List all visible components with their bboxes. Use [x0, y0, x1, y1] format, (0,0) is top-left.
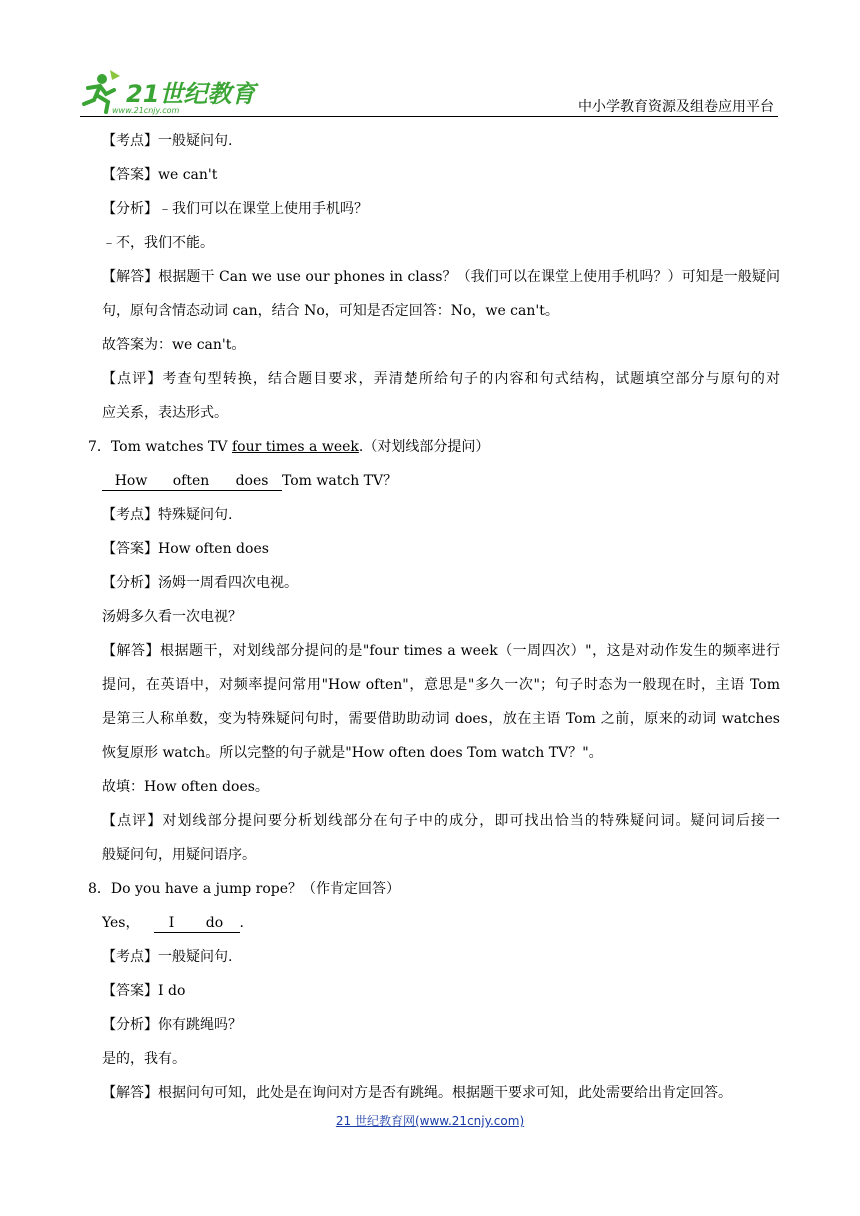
header-divider: [80, 116, 778, 117]
q8-yes: Yes，: [102, 915, 140, 931]
q8-blank-2: do: [190, 914, 240, 933]
q6-final-answer: 故答案为：we can't。: [102, 337, 246, 353]
q7-solution-2: 提问，在英语中，对频率提问常用"How often"，意思是"多久一次"；句子时态为一般现在时，主语 Tom: [102, 677, 780, 693]
q8-answer: 【答案】I do: [102, 983, 186, 999]
page-header: [80, 66, 778, 118]
q7-stem-underlined: four times a week: [231, 439, 359, 455]
q8-stem-text: Do you have a jump rope？（作肯定回答）: [110, 881, 401, 897]
q7-solution-4: 恢复原形 watch。所以完整的句子就是"How often does Tom watch TV？"。: [102, 745, 603, 761]
q7-comment-2: 般疑问句，用疑问语序。: [102, 847, 256, 863]
q7-comment-1: 【点评】对划线部分提问要分析划线部分在句子中的成分，即可找出恰当的特殊疑问词。疑问词后接一: [102, 813, 780, 829]
q7-answer: 【答案】How often does: [102, 541, 269, 557]
q6-kaodian: 【考点】一般疑问句.: [102, 133, 233, 149]
logo-url: www.21cnjy.com: [112, 106, 180, 115]
q7-solution-3: 是第三人称单数，变为特殊疑问句时，需要借助助动词 does，放在主语 Tom 之前，原来的动词 watches: [102, 711, 780, 727]
q7-stem: [88, 430, 780, 464]
q7-blank-3: does: [222, 472, 282, 491]
q7-stem-pre: Tom watches TV: [110, 439, 232, 455]
q7-final-answer: 故填：How often does。: [102, 779, 269, 795]
q7-stem-post: .（对划线部分提问）: [358, 439, 490, 455]
q8-kaodian: 【考点】一般疑问句.: [102, 949, 233, 965]
q7-number: 7．: [88, 439, 111, 455]
q6-solution-1: 【解答】根据题干 Can we use our phones in class？（我们可以在课堂上使用手机吗？）可知是一般疑问: [102, 269, 780, 285]
q8-analysis-2: 是的，我有。: [102, 1051, 186, 1067]
q6-analysis: 【分析】﹣我们可以在课堂上使用手机吗？: [102, 201, 368, 217]
q8-end: .: [239, 915, 244, 931]
q7-fill-line: [88, 464, 780, 498]
q8-blank-1: I: [154, 914, 190, 933]
footer-link[interactable]: 21 世纪教育网(www.21cnjy.com): [335, 1114, 525, 1128]
q7-answer-post: Tom watch TV？: [282, 473, 398, 489]
q6-analysis-2: ﹣不，我们不能。: [102, 235, 214, 251]
logo: [80, 66, 280, 116]
q8-stem: [88, 872, 780, 906]
q7-analysis: 【分析】汤姆一周看四次电视。: [102, 575, 298, 591]
q6-answer: 【答案】we can't: [102, 167, 218, 183]
q7-analysis-2: 汤姆多久看一次电视？: [102, 609, 242, 625]
q8-solution-1: 【解答】根据问句可知，此处是在询问对方是否有跳绳。根据题干要求可知，此处需要给出肯定回答。: [102, 1085, 732, 1101]
q6-comment-1: 【点评】考查句型转换，结合题目要求，弄清楚所给句子的内容和句式结构，试题填空部分与原句的对: [102, 371, 780, 387]
document-body: [88, 124, 780, 1110]
header-platform-text: 中小学教育资源及组卷应用平台: [578, 99, 774, 115]
q7-solution-1: 【解答】根据题干，对划线部分提问的是"four times a week（一周四次）"，这是对动作发生的频率进行: [102, 643, 780, 659]
q7-blank-1: How: [102, 472, 160, 491]
q7-kaodian: 【考点】特殊疑问句.: [102, 507, 233, 523]
logo-text: 21世纪教育: [126, 80, 256, 108]
q7-blank-2: often: [160, 472, 222, 491]
q6-comment-2: 应关系，表达形式。: [102, 405, 228, 421]
q8-analysis: 【分析】你有跳绳吗？: [102, 1017, 242, 1033]
q6-solution-2: 句，原句含情态动词 can，结合 No，可知是否定回答：No，we can't。: [102, 303, 559, 319]
q8-fill-line: [88, 906, 780, 940]
q8-number: 8．: [88, 881, 111, 897]
